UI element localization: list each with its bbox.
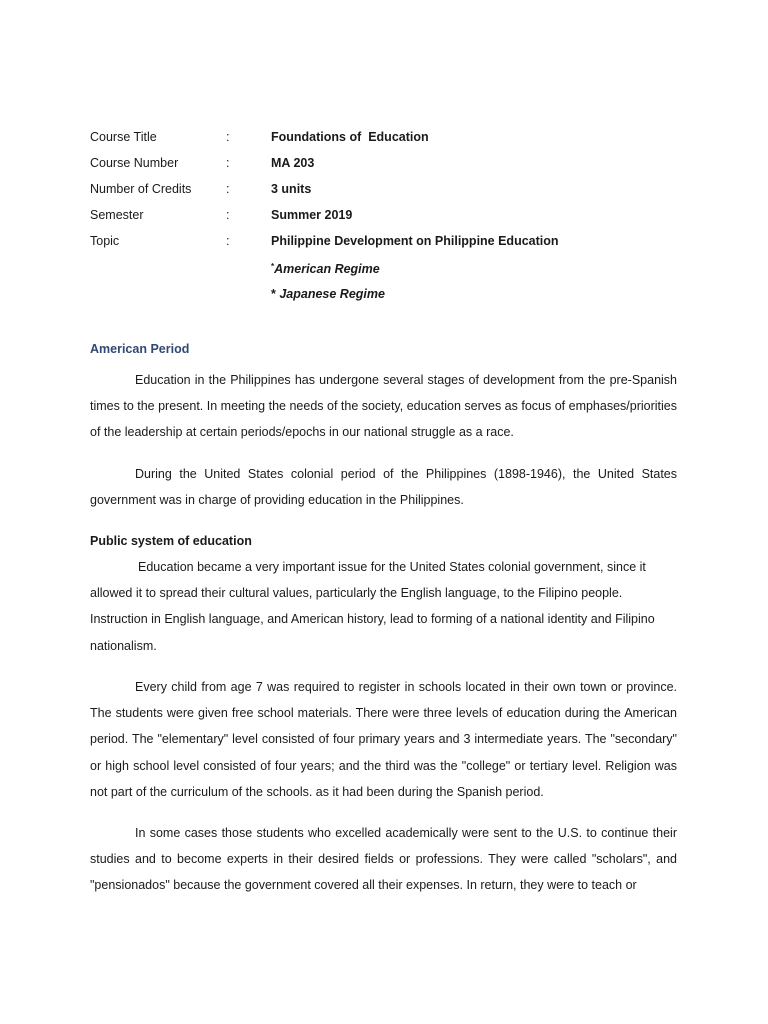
paragraph-public-3: In some cases those students who excelled academically were sent to the U.S. to continue their studies and to become experts in their desired fields or professions. They were called "scholars", and "pensionados" because the government covered all their expenses. In return, they were to teach or	[90, 826, 677, 893]
credits-value: 3 units	[271, 182, 312, 196]
course-title-value: Foundations of Education	[271, 130, 429, 144]
topic-subitem-american-label: American Regime	[274, 262, 380, 276]
course-title-label: Course Title	[90, 130, 157, 144]
topic-subitem-japanese	[90, 284, 677, 311]
topic-label: Topic	[90, 234, 120, 248]
topic-row	[90, 231, 677, 257]
paragraph-public-1: Education became a very important issue for the United States colonial government, since it allowed it to spread their cultural values, particularly the English language, to the Filipino people. Instruction in English language, and American history, lead to forming of a national identity and Filipino nationalism.	[90, 560, 655, 653]
credits-colon: :	[226, 182, 230, 196]
topic-subitem-japanese-text	[271, 284, 385, 304]
topic-subitem-american-text	[271, 257, 380, 279]
semester-value: Summer 2019	[271, 208, 353, 222]
bullet-asterisk: *	[271, 262, 275, 271]
course-number-colon: :	[226, 156, 230, 170]
topic-value: Philippine Development on Philippine Education	[271, 234, 559, 248]
semester-row	[90, 205, 677, 231]
section-heading-american-period: American Period	[90, 342, 190, 356]
topic-subitem-american	[90, 257, 677, 284]
course-title-colon: :	[226, 130, 230, 144]
credits-label: Number of Credits	[90, 182, 192, 196]
course-title-row	[90, 127, 677, 153]
course-info-table	[90, 127, 677, 310]
course-number-row	[90, 153, 677, 179]
topic-colon: :	[226, 234, 230, 248]
credits-row	[90, 179, 677, 205]
course-number-label: Course Number	[90, 156, 179, 170]
semester-colon: :	[226, 208, 230, 222]
semester-label: Semester	[90, 208, 144, 222]
subheading-public-system: Public system of education	[90, 534, 252, 548]
paragraph-public-2: Every child from age 7 was required to register in schools located in their own town or province. The students were given free school materials. There were three levels of education during the American period. The "elementary" level consisted of four primary years and 3 intermediate years. The "secondary" or high school level consisted of four years; and the third was the "college" or tertiary level. Religion was not part of the curriculum of the schools. as it had been during the Spanish period.	[90, 680, 677, 799]
paragraph-intro-2: During the United States colonial period of the Philippines (1898-1946), the United States government was in charge of providing education in the Philippines.	[90, 467, 677, 508]
topic-subitem-japanese-label: Japanese Regime	[275, 286, 385, 301]
bullet-asterisk: *	[271, 286, 276, 301]
paragraph-intro-1: Education in the Philippines has undergone several stages of development from the pre-Spanish times to the present. In meeting the needs of the society, education serves as focus of emphases/priorities of the leadership at certain periods/epochs in our national struggle as a race.	[90, 373, 677, 440]
course-number-value: MA 203	[271, 156, 315, 170]
